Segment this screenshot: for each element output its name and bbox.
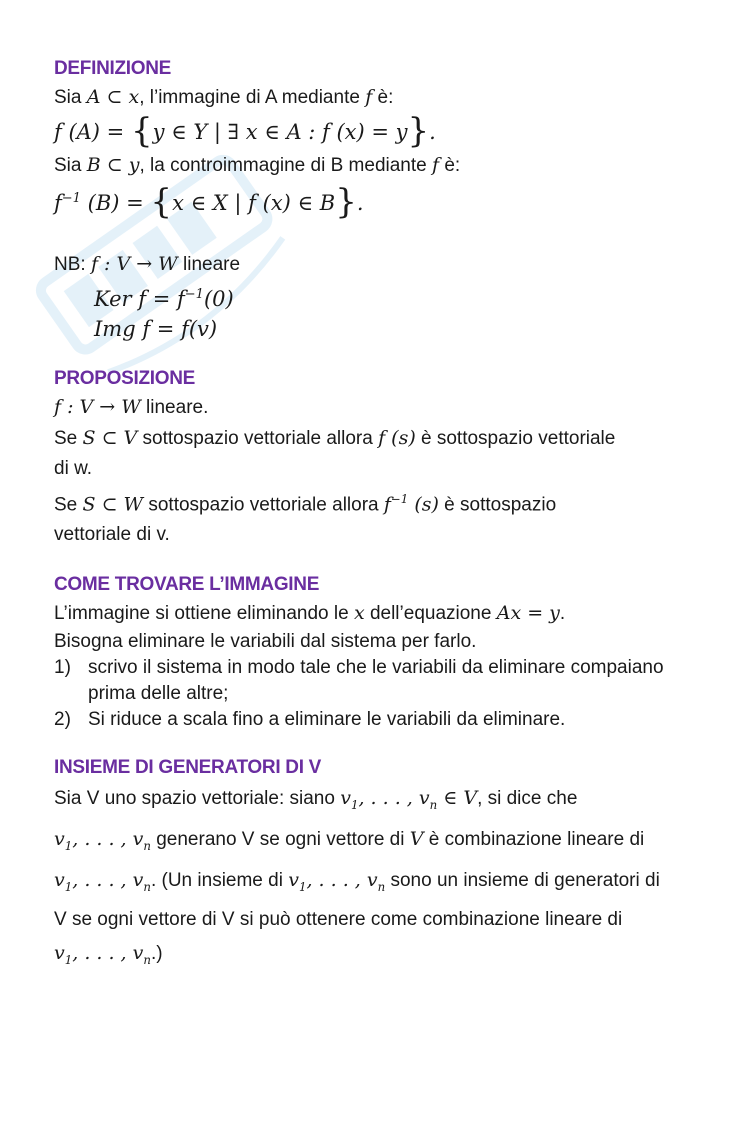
gen-line-4: V se ogni vettore di V si può ottenere come combinazione lineare di xyxy=(54,908,623,930)
prop-line-5: vettoriale di v. xyxy=(54,524,170,546)
trovare-line-2: Bisogna eliminare le variabili dal sistema per farlo. xyxy=(54,631,477,653)
definition-line-preimage: Sia B ⊂ y, la controimmagine di B mediante f è: xyxy=(54,154,461,176)
section-title-proposizione: PROPOSIZIONE xyxy=(54,368,196,389)
section-title-generatori: INSIEME DI GENERATORI DI V xyxy=(54,757,322,779)
prop-line-4: Se S ⊂ W sottospazio vettoriale allora $f^{-1}$ (s) è sottospazio xyxy=(54,492,557,516)
list-item: 2) Si riduce a scala fino a eliminare le variabili da eliminare. xyxy=(54,709,566,731)
definition-line-image: Sia A ⊂ x, l’immagine di A mediante f è: xyxy=(54,86,394,108)
gen-line-1: Sia V uno spazio vettoriale: siano $v_1$, . . . , $v_n$ ∈ V, si dice che xyxy=(54,787,578,813)
equation-preimage-set: $f^{-1}$ (B) = {x ∈ X | f (x) ∈ B}. xyxy=(54,182,364,222)
nb-kernel: Ker $f = f^{-1}(0)$ xyxy=(94,287,234,311)
document-page xyxy=(54,56,694,977)
nb-image: Img f = f(v) xyxy=(94,317,218,341)
section-title-trovare-immagine: COME TROVARE L’IMMAGINE xyxy=(54,574,320,596)
list-item: 1) scrivo il sistema in modo tale che le variabili da eliminare compaiano prima delle altre; xyxy=(54,657,664,705)
gen-line-5: $v_1$, . . . , $v_n$.) xyxy=(54,941,163,967)
trovare-line-1: L’immagine si ottiene eliminando le x dell’equazione Ax = y. xyxy=(54,602,566,625)
gen-line-3: $v_1$, . . . , $v_n$. (Un insieme di $v_1$, . . . , $v_n$ sono un insieme di generatori di xyxy=(54,868,660,894)
prop-line-3: di w. xyxy=(54,458,93,479)
prop-line-1: f : V → W lineare. xyxy=(54,396,209,418)
section-title-definizione: DEFINIZIONE xyxy=(54,58,172,79)
nb-line: NB: f : V → W lineare xyxy=(54,253,241,275)
gen-line-2: $v_1$, . . . , $v_n$ generano V se ogni vettore di V è combinazione lineare di xyxy=(54,828,645,853)
equation-image-set: f (A) = {y ∈ Y | ∃ x ∈ A : f (x) = y}. xyxy=(54,111,436,151)
steps-list xyxy=(54,655,694,733)
prop-line-2: Se S ⊂ V sottospazio vettoriale allora f (s) è sottospazio vettoriale xyxy=(54,427,616,449)
